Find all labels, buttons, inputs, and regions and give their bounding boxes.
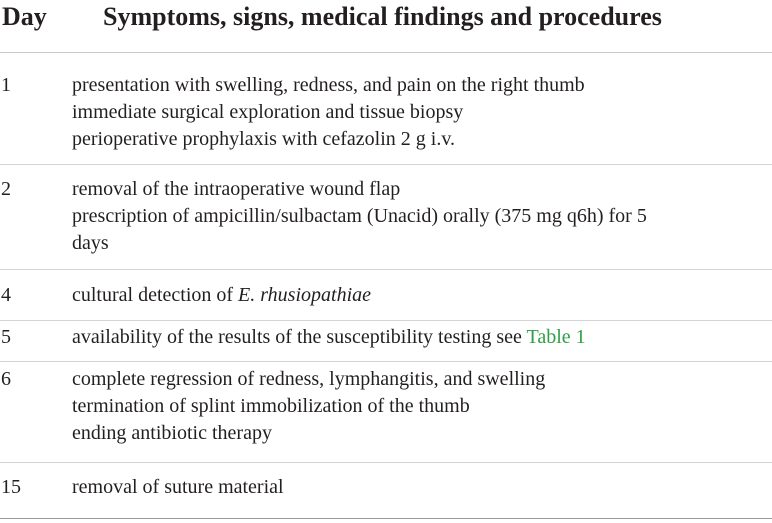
organism-name: E. rhusiopathiae xyxy=(238,284,372,306)
row-description xyxy=(72,366,768,447)
table-row xyxy=(0,474,772,510)
row-text: availability of the results of the susceptibility testing see xyxy=(72,326,527,348)
row-description xyxy=(72,324,768,351)
row-text: cultural detection of xyxy=(72,284,239,306)
table-1-link[interactable]: Table 1 xyxy=(526,326,586,348)
row-day: 6 xyxy=(1,368,11,390)
table-header xyxy=(0,0,772,53)
row-line: removal of the intraoperative wound flap xyxy=(72,178,401,200)
row-line: complete regression of redness, lymphangitis, and swelling xyxy=(72,368,546,390)
table-row xyxy=(0,72,772,165)
row-line: perioperative prophylaxis with cefazolin 2 g i.v. xyxy=(72,128,456,150)
row-day: 2 xyxy=(1,178,11,200)
header-day: Day xyxy=(2,2,47,31)
row-line xyxy=(72,324,768,351)
row-line xyxy=(72,282,768,309)
row-line: ending antibiotic therapy xyxy=(72,422,272,444)
row-description xyxy=(72,72,768,153)
row-line: immediate surgical exploration and tissue biopsy xyxy=(72,101,464,123)
row-description xyxy=(72,282,768,309)
row-day: 1 xyxy=(1,74,11,96)
table-row xyxy=(0,366,772,463)
row-day: 5 xyxy=(1,326,11,348)
row-description xyxy=(72,474,768,501)
table-row xyxy=(0,176,772,270)
row-line: presentation with swelling, redness, and pain on the right thumb xyxy=(72,74,585,96)
row-line: removal of suture material xyxy=(72,476,284,498)
row-description xyxy=(72,176,768,257)
row-line: termination of splint immobilization of the thumb xyxy=(72,395,470,417)
header-description: Symptoms, signs, medical findings and procedures xyxy=(103,2,662,31)
row-line: days xyxy=(72,232,109,254)
row-day: 15 xyxy=(1,476,21,498)
row-line: prescription of ampicillin/sulbactam (Unacid) orally (375 mg q6h) for 5 xyxy=(72,205,647,227)
table-row xyxy=(0,324,772,362)
row-day: 4 xyxy=(1,284,11,306)
table-bottom-rule xyxy=(0,518,772,519)
table-row xyxy=(0,282,772,321)
